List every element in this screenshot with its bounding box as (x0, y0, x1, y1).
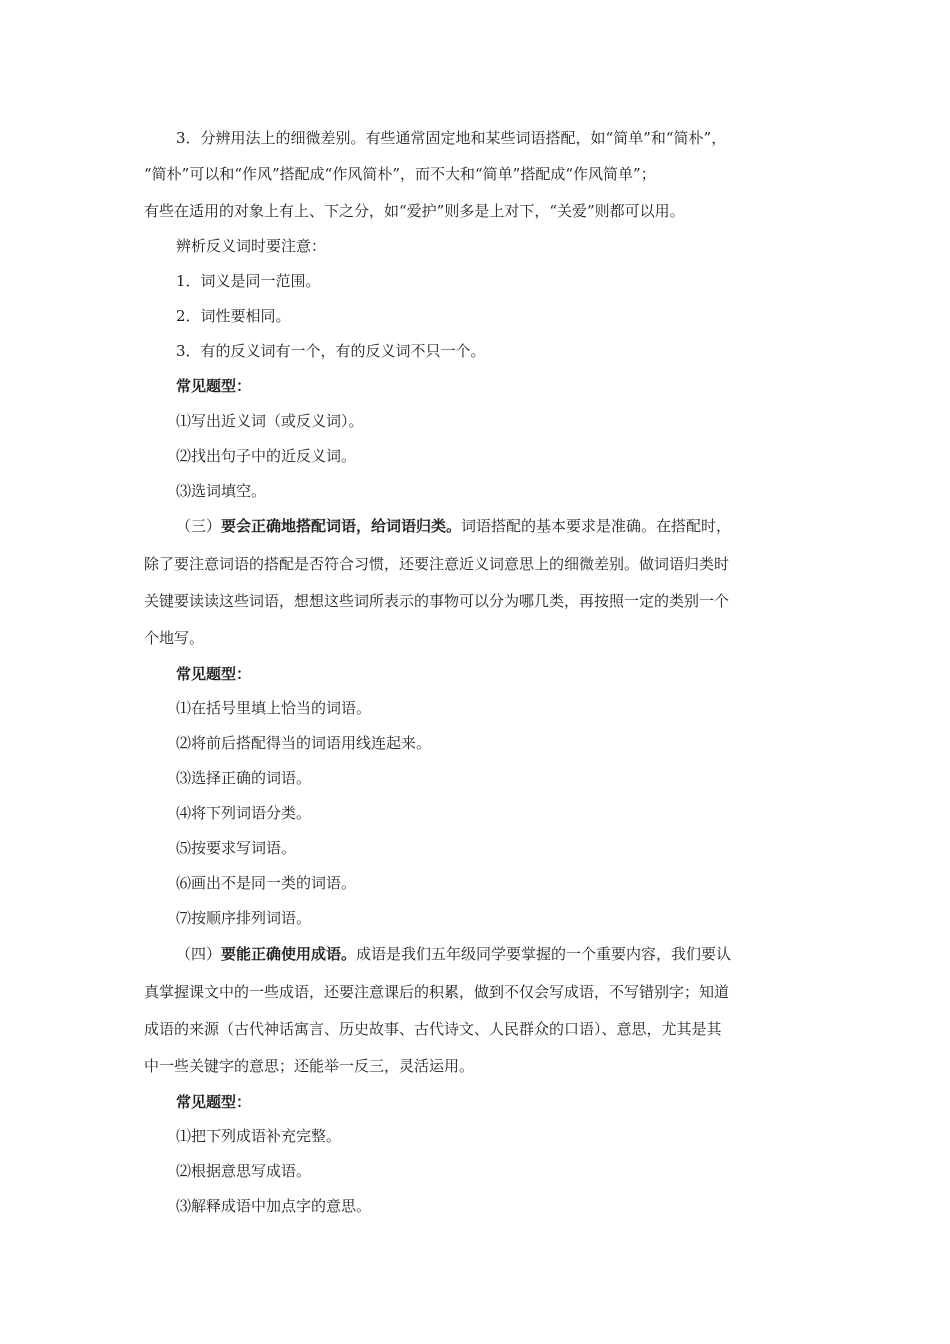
list-item: ⑹画出不是同一类的词语。 (176, 874, 357, 892)
list-item: ⑶选词填空。 (176, 482, 267, 500)
list-item: ⑵将前后搭配得当的词语用线连起来。 (176, 734, 432, 752)
section-subheading: 常见题型： (176, 377, 252, 395)
section-heading: 要能正确使用成语。 (221, 945, 357, 963)
list-item: ⑵根据意思写成语。 (176, 1162, 312, 1180)
list-item: ⑷将下列词语分类。 (176, 804, 312, 822)
list-item: 1．词义是同一范围。 (176, 272, 321, 290)
paragraph-line: 真掌握课文中的一些成语，还要注意课后的积累，做到不仅会写成语，不写错别字；知道 (144, 983, 730, 1001)
section-heading: 要会正确地搭配词语，给词语归类。 (221, 517, 462, 535)
paragraph-line: 个地写。 (144, 629, 205, 647)
list-item: ⑶解释成语中加点字的意思。 (176, 1197, 372, 1215)
list-item: ⑸按要求写词语。 (176, 839, 297, 857)
list-item: ⑴把下列成语补充完整。 (176, 1127, 342, 1145)
section-body: 词语搭配的基本要求是准确。在搭配时， (461, 517, 732, 535)
list-item: 2．词性要相同。 (176, 307, 291, 325)
section-subheading: 常见题型： (176, 665, 252, 683)
paragraph-line: “简朴”可以和“作风”搭配成“作风简朴”，而不大和“简单”搭配成“作风简单”； (144, 165, 656, 183)
paragraph-line: 关键要读读这些词语，想想这些词所表示的事物可以分为哪几类，再按照一定的类别一个 (144, 592, 730, 610)
paragraph-line: 除了要注意词语的搭配是否符合习惯，还要注意近义词意思上的细微差别。做词语归类时 (144, 555, 730, 573)
list-item: ⑴写出近义词（或反义词）。 (176, 412, 364, 430)
paragraph-line (176, 944, 856, 964)
section-subheading: 常见题型： (176, 1093, 252, 1111)
list-item: ⑺按顺序排列词语。 (176, 909, 312, 927)
list-item: ⑵找出句子中的近反义词。 (176, 447, 357, 465)
paragraph-line: 辨析反义词时要注意： (176, 237, 327, 255)
paragraph-line: 3．分辨用法上的细微差别。有些通常固定地和某些词语搭配，如“简单”和“简朴”， (176, 129, 727, 147)
section-body: 成语是我们五年级同学要掌握的一个重要内容，我们要认 (356, 945, 732, 963)
section-number: （三） (176, 517, 222, 535)
list-item: ⑶选择正确的词语。 (176, 769, 312, 787)
list-item: ⑴在括号里填上恰当的词语。 (176, 699, 372, 717)
list-item: 3．有的反义词有一个，有的反义词不只一个。 (176, 342, 486, 360)
paragraph-line: 成语的来源（古代神话寓言、历史故事、古代诗文、人民群众的口语）、意思，尤其是其 (144, 1020, 722, 1038)
paragraph-line: 有些在适用的对象上有上、下之分，如“爱护”则多是上对下，“关爱”则都可以用。 (144, 202, 685, 220)
paragraph-line (176, 516, 856, 536)
paragraph-line: 中一些关键字的意思；还能举一反三，灵活运用。 (144, 1057, 475, 1075)
section-number: （四） (176, 945, 222, 963)
